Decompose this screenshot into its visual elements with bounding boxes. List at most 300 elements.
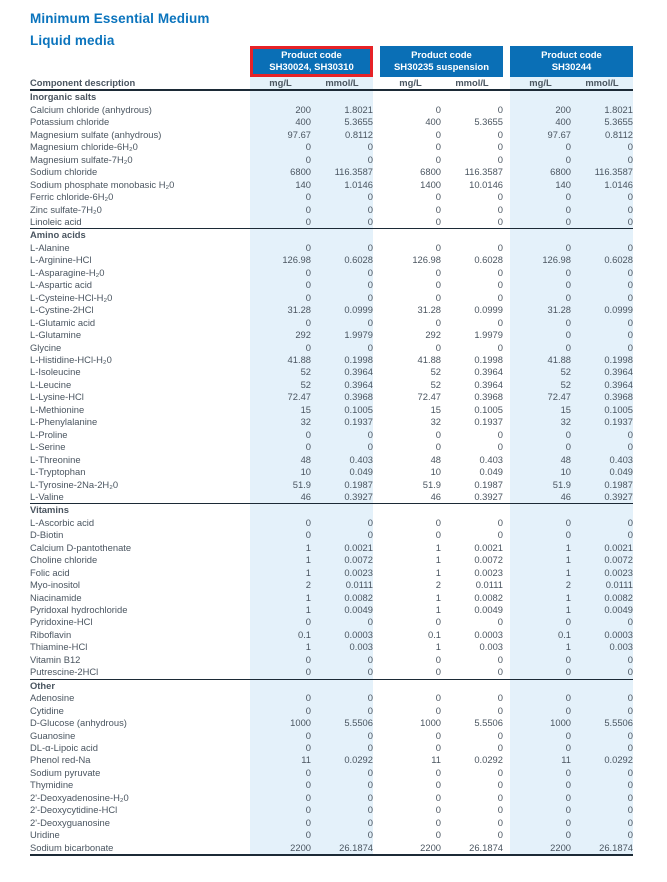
component-label: Niacinamide bbox=[30, 591, 82, 603]
unit-header-mmol-group1: mmol/L bbox=[311, 77, 373, 90]
table-row bbox=[30, 317, 633, 329]
value-cell: 0 bbox=[510, 705, 571, 717]
value-cell: 52 bbox=[510, 366, 571, 378]
table-row bbox=[30, 542, 633, 554]
value-cell: 0 bbox=[435, 516, 441, 528]
column-gap bbox=[373, 129, 380, 141]
value-cell: 10 bbox=[510, 466, 571, 478]
column-gap bbox=[373, 479, 380, 491]
value-cell: 15 bbox=[430, 403, 441, 415]
column-gap bbox=[373, 366, 380, 378]
component-label: Choline chloride bbox=[30, 554, 98, 566]
tinted-cell bbox=[510, 90, 571, 103]
value-cell: 0 bbox=[311, 692, 373, 704]
value-cell: 0.3964 bbox=[311, 379, 373, 391]
value-cell: 2200 bbox=[510, 842, 571, 855]
component-label: D-Biotin bbox=[30, 529, 64, 541]
product-code-value: SH30024, SH30310 bbox=[269, 61, 354, 73]
component-label: L-Leucine bbox=[30, 378, 72, 390]
value-cell: 0.0023 bbox=[474, 566, 503, 578]
value-cell: 0.3927 bbox=[474, 490, 503, 502]
column-gap bbox=[373, 292, 380, 304]
value-cell: 0 bbox=[250, 216, 311, 229]
value-cell: 0 bbox=[435, 128, 441, 140]
value-cell: 0 bbox=[311, 654, 373, 666]
column-gap bbox=[503, 579, 510, 591]
value-cell: 0.0021 bbox=[474, 541, 503, 553]
value-cell: 10 bbox=[430, 466, 441, 478]
column-gap bbox=[503, 604, 510, 616]
column-gap bbox=[503, 366, 510, 378]
component-label: Sodium chloride bbox=[30, 166, 98, 178]
value-cell: 11 bbox=[431, 754, 441, 766]
value-cell: 0 bbox=[435, 153, 441, 165]
value-cell: 15 bbox=[510, 404, 571, 416]
value-cell: 31.28 bbox=[250, 304, 311, 316]
table-header-row bbox=[30, 77, 633, 90]
column-gap bbox=[503, 666, 510, 679]
component-label: L-Tyrosine-2Na-2H₂0 bbox=[30, 478, 119, 490]
value-cell: 0.1987 bbox=[571, 479, 633, 491]
column-gap bbox=[503, 354, 510, 366]
value-cell: 0 bbox=[571, 705, 633, 717]
column-gap bbox=[373, 666, 380, 679]
value-cell: 0 bbox=[571, 154, 633, 166]
component-label: Riboflavin bbox=[30, 628, 72, 640]
value-cell: 11 bbox=[250, 754, 311, 766]
column-gap bbox=[373, 416, 380, 428]
value-cell: 0 bbox=[510, 267, 571, 279]
value-cell: 0 bbox=[250, 654, 311, 666]
component-label: L-Ascorbic acid bbox=[30, 516, 95, 528]
column-gap bbox=[441, 229, 503, 242]
value-cell: 0 bbox=[311, 616, 373, 628]
value-cell: 0 bbox=[250, 804, 311, 816]
table-row bbox=[30, 454, 633, 466]
component-label: L-Serine bbox=[30, 441, 66, 453]
column-gap bbox=[373, 204, 380, 216]
value-cell: 0 bbox=[250, 279, 311, 291]
value-cell: 0.003 bbox=[311, 641, 373, 653]
value-cell: 1 bbox=[250, 542, 311, 554]
component-label: DL-α-Lipoic acid bbox=[30, 742, 98, 754]
value-cell: 0 bbox=[250, 429, 311, 441]
value-cell: 0.0072 bbox=[474, 554, 503, 566]
column-gap bbox=[441, 504, 503, 517]
column-gap bbox=[373, 191, 380, 203]
component-label: Glycine bbox=[30, 341, 62, 353]
value-cell: 1000 bbox=[420, 717, 441, 729]
value-cell: 0.1 bbox=[510, 629, 571, 641]
value-cell: 2200 bbox=[380, 842, 441, 855]
column-gap bbox=[373, 329, 380, 341]
value-cell: 5.5506 bbox=[311, 717, 373, 729]
column-gap bbox=[373, 754, 380, 766]
value-cell: 1.8021 bbox=[311, 104, 373, 116]
column-gap bbox=[373, 767, 380, 779]
value-cell: 0 bbox=[250, 767, 311, 779]
value-cell: 0 bbox=[497, 779, 503, 791]
value-cell: 0.8112 bbox=[311, 129, 373, 141]
table-row bbox=[30, 304, 633, 316]
value-cell: 46 bbox=[430, 490, 441, 502]
value-cell: 0 bbox=[311, 342, 373, 354]
column-gap bbox=[373, 279, 380, 291]
value-cell: 0.049 bbox=[311, 466, 373, 478]
value-cell: 1 bbox=[250, 554, 311, 566]
value-cell: 0 bbox=[497, 816, 503, 828]
value-cell: 0.049 bbox=[571, 466, 633, 478]
value-cell: 0 bbox=[311, 429, 373, 441]
value-cell: 0 bbox=[571, 329, 633, 341]
value-cell: 0 bbox=[571, 742, 633, 754]
column-gap bbox=[503, 191, 510, 203]
column-gap bbox=[503, 842, 510, 855]
table-row bbox=[30, 191, 633, 203]
value-cell: 0.0049 bbox=[311, 604, 373, 616]
column-gap bbox=[373, 491, 380, 504]
value-cell: 0 bbox=[510, 141, 571, 153]
value-cell: 0 bbox=[497, 215, 503, 227]
column-gap bbox=[380, 679, 441, 692]
value-cell: 6800 bbox=[250, 166, 311, 178]
value-cell: 0 bbox=[311, 267, 373, 279]
column-gap bbox=[503, 629, 510, 641]
column-gap bbox=[373, 216, 380, 229]
value-cell: 1 bbox=[435, 554, 441, 566]
tinted-cell bbox=[571, 90, 633, 103]
component-label: Phenol red-Na bbox=[30, 754, 91, 766]
unit-header-mmol-group3: mmol/L bbox=[571, 77, 633, 90]
value-cell: 292 bbox=[425, 329, 441, 341]
column-gap bbox=[503, 641, 510, 653]
value-cell: 72.47 bbox=[510, 391, 571, 403]
table-row bbox=[30, 116, 633, 128]
value-cell: 0.8112 bbox=[571, 129, 633, 141]
table-row bbox=[30, 842, 633, 855]
value-cell: 0 bbox=[497, 266, 503, 278]
value-cell: 41.88 bbox=[510, 354, 571, 366]
value-cell: 0 bbox=[571, 817, 633, 829]
table-row bbox=[30, 429, 633, 441]
column-gap bbox=[373, 342, 380, 354]
column-gap bbox=[503, 279, 510, 291]
table-row bbox=[30, 742, 633, 754]
table-row bbox=[30, 242, 633, 254]
column-gap bbox=[373, 604, 380, 616]
column-gap bbox=[503, 542, 510, 554]
table-row bbox=[30, 629, 633, 641]
product-code-label: Product code bbox=[541, 50, 602, 61]
section-title: Inorganic salts bbox=[30, 90, 250, 103]
table-row bbox=[30, 279, 633, 291]
component-label: Sodium phosphate monobasic H₂0 bbox=[30, 178, 175, 190]
value-cell: 0.003 bbox=[571, 641, 633, 653]
value-cell: 2200 bbox=[250, 842, 311, 855]
value-cell: 0 bbox=[510, 191, 571, 203]
value-cell: 0 bbox=[510, 441, 571, 453]
value-cell: 0 bbox=[435, 191, 441, 203]
value-cell: 0 bbox=[250, 666, 311, 679]
value-cell: 10 bbox=[250, 466, 311, 478]
table-row bbox=[30, 804, 633, 816]
value-cell: 0 bbox=[435, 766, 441, 778]
value-cell: 48 bbox=[430, 453, 441, 465]
value-cell: 52 bbox=[430, 366, 441, 378]
value-cell: 1 bbox=[435, 641, 441, 653]
value-cell: 1.8021 bbox=[571, 104, 633, 116]
column-gap bbox=[503, 242, 510, 254]
component-label: Calcium chloride (anhydrous) bbox=[30, 103, 152, 115]
section-title: Amino acids bbox=[30, 229, 250, 242]
value-cell: 0 bbox=[311, 804, 373, 816]
component-label: L-Glutamine bbox=[30, 329, 82, 341]
column-gap bbox=[373, 692, 380, 704]
value-cell: 0 bbox=[510, 792, 571, 804]
value-cell: 0 bbox=[497, 529, 503, 541]
column-gap bbox=[503, 767, 510, 779]
value-cell: 0 bbox=[311, 279, 373, 291]
component-label: Magnesium sulfate-7H₂0 bbox=[30, 153, 133, 165]
column-gap bbox=[373, 616, 380, 628]
value-cell: 0.6028 bbox=[474, 254, 503, 266]
value-cell: 0 bbox=[510, 730, 571, 742]
value-cell: 0.0049 bbox=[474, 604, 503, 616]
value-cell: 0 bbox=[571, 666, 633, 679]
value-cell: 0.3968 bbox=[571, 391, 633, 403]
value-cell: 0.1005 bbox=[571, 404, 633, 416]
value-cell: 1 bbox=[510, 554, 571, 566]
value-cell: 0 bbox=[571, 529, 633, 541]
value-cell: 0 bbox=[510, 279, 571, 291]
table-row bbox=[30, 166, 633, 178]
column-gap bbox=[380, 229, 441, 242]
column-gap bbox=[503, 730, 510, 742]
value-cell: 0 bbox=[497, 729, 503, 741]
value-cell: 0 bbox=[497, 516, 503, 528]
value-cell: 0.0082 bbox=[571, 592, 633, 604]
value-cell: 1.0146 bbox=[571, 179, 633, 191]
value-cell: 0 bbox=[435, 103, 441, 115]
value-cell: 0.3927 bbox=[311, 491, 373, 504]
value-cell: 0 bbox=[311, 517, 373, 529]
column-gap bbox=[503, 391, 510, 403]
value-cell: 0.0021 bbox=[571, 542, 633, 554]
column-gap bbox=[503, 517, 510, 529]
value-cell: 0.0292 bbox=[571, 754, 633, 766]
column-gap bbox=[503, 717, 510, 729]
value-cell: 116.3587 bbox=[311, 166, 373, 178]
column-gap bbox=[503, 77, 510, 90]
value-cell: 0.1987 bbox=[311, 479, 373, 491]
value-cell: 0 bbox=[510, 154, 571, 166]
column-gap bbox=[503, 90, 510, 103]
column-gap bbox=[373, 267, 380, 279]
value-cell: 0.0082 bbox=[311, 592, 373, 604]
value-cell: 2 bbox=[510, 579, 571, 591]
value-cell: 0 bbox=[250, 342, 311, 354]
column-gap bbox=[380, 504, 441, 517]
value-cell: 52 bbox=[250, 379, 311, 391]
value-cell: 0 bbox=[435, 428, 441, 440]
value-cell: 0 bbox=[435, 141, 441, 153]
column-gap bbox=[503, 229, 510, 242]
component-label: L-Tryptophan bbox=[30, 466, 86, 478]
value-cell: 0 bbox=[435, 729, 441, 741]
value-cell: 0 bbox=[435, 215, 441, 227]
tinted-cell bbox=[571, 504, 633, 517]
value-cell: 0 bbox=[497, 128, 503, 140]
table-row bbox=[30, 292, 633, 304]
tinted-cell bbox=[250, 679, 311, 692]
page-title-line2: Liquid media bbox=[30, 33, 115, 48]
table-row bbox=[30, 529, 633, 541]
value-cell: 97.67 bbox=[250, 129, 311, 141]
column-gap bbox=[373, 317, 380, 329]
column-gap bbox=[503, 754, 510, 766]
value-cell: 0.0111 bbox=[475, 579, 503, 591]
table-row bbox=[30, 342, 633, 354]
column-gap bbox=[373, 705, 380, 717]
section-header-row bbox=[30, 504, 633, 517]
value-cell: 0.1 bbox=[427, 628, 441, 640]
column-gap bbox=[503, 829, 510, 841]
component-label: Zinc sulfate-7H₂0 bbox=[30, 203, 102, 215]
column-gap bbox=[373, 654, 380, 666]
value-cell: 0.1998 bbox=[311, 354, 373, 366]
value-cell: 1.9979 bbox=[311, 329, 373, 341]
column-gap bbox=[441, 679, 503, 692]
value-cell: 0 bbox=[497, 791, 503, 803]
column-gap bbox=[373, 730, 380, 742]
tinted-cell bbox=[311, 229, 373, 242]
value-cell: 0 bbox=[571, 267, 633, 279]
product-code-header-sh30024-highlighted bbox=[250, 46, 373, 77]
value-cell: 51.9 bbox=[510, 479, 571, 491]
component-label: Ferric chloride-6H₂0 bbox=[30, 191, 114, 203]
table-row bbox=[30, 641, 633, 653]
value-cell: 0.0111 bbox=[311, 579, 373, 591]
product-code-header-sh30235 bbox=[380, 46, 503, 77]
column-gap bbox=[373, 792, 380, 804]
column-gap bbox=[503, 267, 510, 279]
value-cell: 1000 bbox=[510, 717, 571, 729]
value-cell: 0 bbox=[250, 141, 311, 153]
value-cell: 116.3587 bbox=[571, 166, 633, 178]
unit-header-mg-group2: mg/L bbox=[380, 77, 441, 90]
value-cell: 0 bbox=[571, 342, 633, 354]
value-cell: 0 bbox=[311, 242, 373, 254]
column-gap bbox=[373, 742, 380, 754]
column-gap bbox=[503, 742, 510, 754]
column-gap bbox=[503, 129, 510, 141]
value-cell: 0 bbox=[435, 779, 441, 791]
value-cell: 0 bbox=[435, 241, 441, 253]
column-gap bbox=[503, 116, 510, 128]
value-cell: 48 bbox=[510, 454, 571, 466]
component-label: L-Threonine bbox=[30, 453, 81, 465]
value-cell: 140 bbox=[250, 179, 311, 191]
value-cell: 0.3968 bbox=[474, 391, 503, 403]
value-cell: 1 bbox=[510, 641, 571, 653]
table-row bbox=[30, 329, 633, 341]
tinted-cell bbox=[250, 229, 311, 242]
value-cell: 0 bbox=[250, 242, 311, 254]
value-cell: 0 bbox=[250, 817, 311, 829]
table-row bbox=[30, 705, 633, 717]
value-cell: 0 bbox=[510, 779, 571, 791]
component-label: L-Asparagine-H₂0 bbox=[30, 266, 105, 278]
value-cell: 0 bbox=[497, 804, 503, 816]
value-cell: 0 bbox=[571, 654, 633, 666]
value-cell: 0 bbox=[250, 529, 311, 541]
component-label: L-Cystine-2HCl bbox=[30, 304, 94, 316]
value-cell: 0.403 bbox=[479, 453, 503, 465]
value-cell: 0 bbox=[571, 804, 633, 816]
value-cell: 0 bbox=[497, 341, 503, 353]
value-cell: 1 bbox=[510, 542, 571, 554]
value-cell: 0 bbox=[571, 242, 633, 254]
column-gap bbox=[373, 141, 380, 153]
value-cell: 0.0072 bbox=[571, 554, 633, 566]
value-cell: 1000 bbox=[250, 717, 311, 729]
table-row bbox=[30, 104, 633, 116]
component-label: Vitamin B12 bbox=[30, 653, 81, 665]
value-cell: 0 bbox=[311, 705, 373, 717]
value-cell: 0.0082 bbox=[474, 591, 503, 603]
page-title bbox=[30, 8, 209, 52]
value-cell: 0 bbox=[510, 742, 571, 754]
component-label: Thymidine bbox=[30, 779, 74, 791]
value-cell: 72.47 bbox=[417, 391, 441, 403]
value-cell: 46 bbox=[510, 491, 571, 504]
value-cell: 0.1998 bbox=[571, 354, 633, 366]
column-gap bbox=[373, 466, 380, 478]
table-row bbox=[30, 666, 633, 679]
table-row bbox=[30, 730, 633, 742]
tinted-cell bbox=[571, 679, 633, 692]
component-label: L-Glutamic acid bbox=[30, 316, 96, 328]
value-cell: 0 bbox=[510, 767, 571, 779]
tinted-cell bbox=[510, 679, 571, 692]
table-row bbox=[30, 416, 633, 428]
value-cell: 0.0003 bbox=[311, 629, 373, 641]
value-cell: 0.3964 bbox=[311, 366, 373, 378]
table-row bbox=[30, 604, 633, 616]
value-cell: 1 bbox=[250, 592, 311, 604]
value-cell: 0 bbox=[571, 441, 633, 453]
column-gap bbox=[373, 717, 380, 729]
component-label: L-Phenylalanine bbox=[30, 416, 98, 428]
value-cell: 46 bbox=[250, 491, 311, 504]
column-gap bbox=[503, 441, 510, 453]
value-cell: 1 bbox=[250, 604, 311, 616]
section-title: Vitamins bbox=[30, 504, 250, 517]
column-gap bbox=[373, 567, 380, 579]
column-gap bbox=[373, 779, 380, 791]
value-cell: 0 bbox=[435, 692, 441, 704]
value-cell: 0 bbox=[571, 204, 633, 216]
section-title: Other bbox=[30, 679, 250, 692]
column-gap bbox=[503, 104, 510, 116]
product-code-label: Product code bbox=[281, 50, 342, 61]
column-gap bbox=[503, 254, 510, 266]
value-cell: 0 bbox=[250, 204, 311, 216]
table-row bbox=[30, 767, 633, 779]
value-cell: 2 bbox=[435, 579, 441, 591]
table-row bbox=[30, 479, 633, 491]
value-cell: 0 bbox=[571, 429, 633, 441]
